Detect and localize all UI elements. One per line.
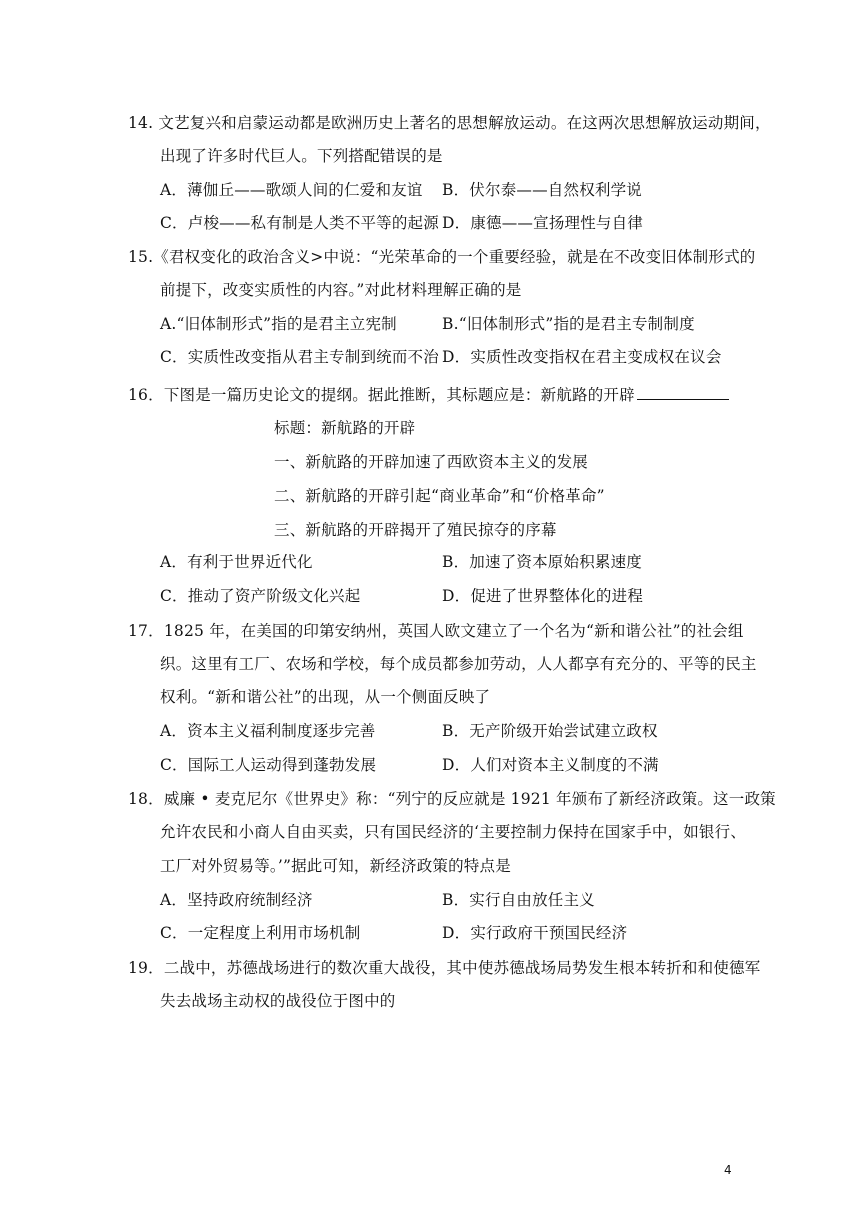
q15-stem-line-2: 前提下，改变实质性的内容。”对此材料理解正确的是 bbox=[160, 281, 522, 299]
q14-stem-line-2: 出现了许多时代巨人。下列搭配错误的是 bbox=[160, 147, 443, 165]
q16-option-c: C．推动了资产阶级文化兴起 bbox=[160, 587, 361, 605]
q19-stem-line-2: 失去战场主动权的战役位于图中的 bbox=[160, 992, 396, 1010]
q18-option-a: A．坚持政府统制经济 bbox=[160, 891, 313, 909]
q17-stem-line-1: 17．1825 年，在美国的印第安纳州，英国人欧文建立了一个名为“新和谐公社”的社会组 bbox=[128, 622, 744, 640]
q16-option-d: D．促进了世界整体化的进程 bbox=[442, 587, 644, 605]
q16-option-a: A．有利于世界近代化 bbox=[160, 553, 313, 571]
q16-stem-text: 16．下图是一篇历史论文的提纲。据此推断，其标题应是：新航路的开辟 bbox=[128, 386, 635, 404]
q16-outline-item-2: 二、新航路的开辟引起“商业革命”和“价格革命” bbox=[274, 487, 605, 505]
q18-stem-line-3: 工厂对外贸易等。’”据此可知，新经济政策的特点是 bbox=[160, 857, 511, 875]
q15-option-d: D．实质性改变指权在君主变成权在议会 bbox=[442, 348, 722, 366]
page-number: 4 bbox=[724, 1163, 732, 1177]
q14-option-d: D．康德——宣扬理性与自律 bbox=[442, 214, 644, 232]
q18-stem-line-1: 18．威廉 • 麦克尼尔《世界史》称：“列宁的反应就是 1921 年颁布了新经济政策。这一政策 bbox=[128, 790, 776, 808]
q15-option-b: B.“旧体制形式”指的是君主专制制度 bbox=[442, 315, 695, 333]
q14-stem-line-1: 14. 文艺复兴和启蒙运动都是欧洲历史上著名的思想解放运动。在这两次思想解放运动期间， bbox=[128, 114, 771, 132]
q15-stem-line-1: 15.《君权变化的政治含义>中说：“光荣革命的一个重要经验，就是在不改变旧体制形式的 bbox=[128, 248, 756, 266]
q16-stem-line-1 bbox=[128, 383, 729, 405]
q18-option-b: B．实行自由放任主义 bbox=[442, 891, 595, 909]
q17-option-a: A．资本主义福利制度逐步完善 bbox=[160, 722, 376, 740]
q15-option-a: A.“旧体制形式”指的是君主立宪制 bbox=[160, 315, 397, 333]
q18-stem-line-2: 允许农民和小商人自由买卖，只有国民经济的‘主要控制力保持在国家手中，如银行、 bbox=[160, 823, 747, 841]
q16-outline-item-3: 三、新航路的开辟揭开了殖民掠夺的序幕 bbox=[274, 521, 557, 539]
q17-option-b: B．无产阶级开始尝试建立政权 bbox=[442, 722, 658, 740]
q14-option-c: C．卢梭——私有制是人类不平等的起源 bbox=[160, 214, 439, 232]
q19-stem-line-1: 19．二战中，苏德战场进行的数次重大战役，其中使苏德战场局势发生根本转折和和使德军 bbox=[128, 959, 761, 977]
q18-option-d: D．实行政府干预国民经济 bbox=[442, 924, 628, 942]
q14-option-b: B．伏尔泰——自然权利学说 bbox=[442, 181, 642, 199]
q16-outline-title: 标题：新航路的开辟 bbox=[274, 419, 416, 437]
q17-stem-line-3: 权利。“新和谐公社”的出现，从一个侧面反映了 bbox=[160, 688, 491, 706]
q16-answer-blank bbox=[637, 383, 729, 400]
q17-option-c: C．国际工人运动得到蓬勃发展 bbox=[160, 756, 377, 774]
q15-option-c: C．实质性改变指从君主专制到统而不治 bbox=[160, 348, 439, 366]
q16-option-b: B．加速了资本原始积累速度 bbox=[442, 553, 642, 571]
q14-option-a: A．薄伽丘——歌颂人间的仁爱和友谊 bbox=[160, 181, 423, 199]
q16-outline-item-1: 一、新航路的开辟加速了西欧资本主义的发展 bbox=[274, 453, 589, 471]
q17-option-d: D．人们对资本主义制度的不满 bbox=[442, 756, 659, 774]
q18-option-c: C．一定程度上利用市场机制 bbox=[160, 924, 361, 942]
q17-stem-line-2: 织。这里有工厂、农场和学校，每个成员都参加劳动，人人都享有充分的、平等的民主 bbox=[160, 655, 757, 673]
